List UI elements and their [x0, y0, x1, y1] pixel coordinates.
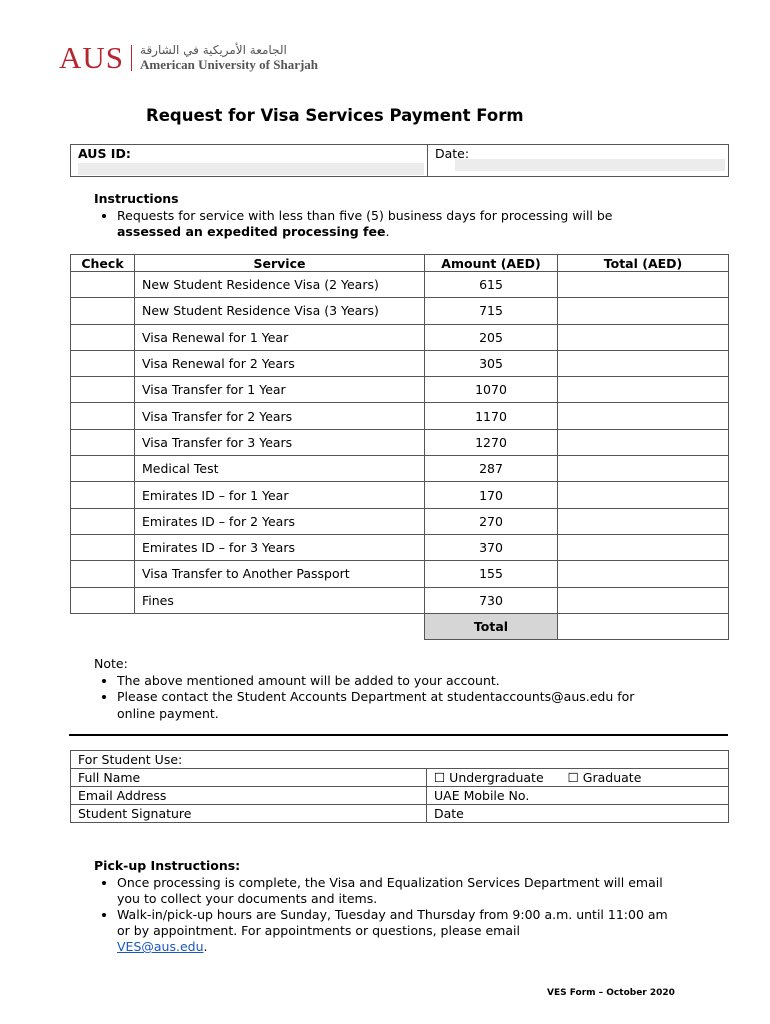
- header-check: Check: [71, 255, 135, 272]
- aus-logo: [59, 42, 318, 73]
- check-cell[interactable]: [71, 561, 135, 587]
- service-cell: Emirates ID – for 1 Year: [135, 482, 425, 508]
- total-cell[interactable]: [558, 561, 729, 587]
- logo-mark: AUS: [59, 40, 125, 75]
- amount-cell: 1270: [425, 429, 558, 455]
- table-row: [71, 456, 729, 482]
- date-label: Date:: [435, 146, 470, 161]
- table-row: [71, 561, 729, 587]
- check-cell[interactable]: [71, 403, 135, 429]
- full-name-field[interactable]: Full Name: [71, 769, 427, 787]
- check-cell[interactable]: [71, 350, 135, 376]
- list-item: • Walk-in/pick-up hours are Sunday, Tuesday and Thursday from 9:00 a.m. until 11:00 am or by appointment. For appointments or questions, please email VES@aus.edu.: [117, 907, 684, 955]
- total-row: [71, 613, 729, 639]
- note-list: [94, 673, 694, 723]
- table-row: [71, 272, 729, 298]
- total-cell[interactable]: [558, 350, 729, 376]
- student-use-heading: For Student Use:: [71, 751, 729, 769]
- check-cell[interactable]: [71, 482, 135, 508]
- student-use-table: [70, 750, 729, 823]
- service-cell: Visa Transfer for 3 Years: [135, 429, 425, 455]
- header-amount: Amount (AED): [425, 255, 558, 272]
- total-cell[interactable]: [558, 298, 729, 324]
- instructions-list: [94, 208, 613, 240]
- signature-field[interactable]: Student Signature: [71, 805, 427, 823]
- list-item: • The above mentioned amount will be added to your account.: [117, 673, 694, 690]
- total-cell[interactable]: [558, 272, 729, 298]
- aus-id-label: AUS ID:: [78, 146, 131, 161]
- logo-arabic: الجامعة الأمريكية في الشارقة: [140, 43, 287, 57]
- list-item: • Please contact the Student Accounts Department at studentaccounts@aus.edu for online payment.: [117, 689, 657, 722]
- service-cell: Medical Test: [135, 456, 425, 482]
- pickup-list: [94, 875, 684, 955]
- total-cell[interactable]: [558, 482, 729, 508]
- page-title: Request for Visa Services Payment Form: [146, 106, 524, 125]
- amount-cell: 715: [425, 298, 558, 324]
- amount-cell: 615: [425, 272, 558, 298]
- table-row: [71, 587, 729, 613]
- service-cell: Visa Transfer for 1 Year: [135, 377, 425, 403]
- program-level: [427, 769, 729, 787]
- list-item: • Once processing is complete, the Visa and Equalization Services Department will email you to collect your documents and items.: [117, 875, 684, 907]
- amount-cell: 170: [425, 482, 558, 508]
- graduate-checkbox[interactable]: ☐ Graduate: [567, 770, 642, 785]
- service-cell: Visa Renewal for 1 Year: [135, 324, 425, 350]
- pickup-section: [94, 858, 684, 955]
- check-cell[interactable]: [71, 587, 135, 613]
- check-cell[interactable]: [71, 324, 135, 350]
- amount-cell: 1070: [425, 377, 558, 403]
- table-row: [71, 324, 729, 350]
- note-section: [94, 656, 694, 722]
- service-cell: New Student Residence Visa (2 Years): [135, 272, 425, 298]
- amount-cell: 730: [425, 587, 558, 613]
- check-cell[interactable]: [71, 508, 135, 534]
- logo-separator: [131, 45, 132, 71]
- mobile-field[interactable]: UAE Mobile No.: [427, 787, 729, 805]
- check-cell[interactable]: [71, 534, 135, 560]
- amount-cell: 370: [425, 534, 558, 560]
- table-row: [71, 534, 729, 560]
- date-field[interactable]: [428, 145, 729, 177]
- service-cell: New Student Residence Visa (3 Years): [135, 298, 425, 324]
- service-cell: Emirates ID – for 3 Years: [135, 534, 425, 560]
- grand-total-cell[interactable]: [558, 613, 729, 639]
- note-heading: Note:: [94, 656, 128, 671]
- total-cell[interactable]: [558, 587, 729, 613]
- amount-cell: 205: [425, 324, 558, 350]
- service-cell: Fines: [135, 587, 425, 613]
- form-footer: VES Form – October 2020: [547, 988, 675, 998]
- services-table: [70, 254, 729, 640]
- table-row: [71, 403, 729, 429]
- service-cell: Visa Transfer for 2 Years: [135, 403, 425, 429]
- table-header-row: [71, 255, 729, 272]
- total-cell[interactable]: [558, 377, 729, 403]
- service-cell: Visa Transfer to Another Passport: [135, 561, 425, 587]
- table-row: [71, 377, 729, 403]
- amount-cell: 270: [425, 508, 558, 534]
- table-row: [71, 482, 729, 508]
- table-row: [71, 508, 729, 534]
- instructions-section: [94, 191, 613, 240]
- total-cell[interactable]: [558, 324, 729, 350]
- aus-id-field[interactable]: [71, 145, 428, 177]
- check-cell[interactable]: [71, 429, 135, 455]
- table-row: [71, 429, 729, 455]
- logo-english: American University of Sharjah: [140, 57, 319, 72]
- header-total: Total (AED): [558, 255, 729, 272]
- total-cell[interactable]: [558, 403, 729, 429]
- service-cell: Emirates ID – for 2 Years: [135, 508, 425, 534]
- divider: [69, 734, 728, 736]
- total-cell[interactable]: [558, 534, 729, 560]
- total-cell[interactable]: [558, 508, 729, 534]
- check-cell[interactable]: [71, 298, 135, 324]
- total-cell[interactable]: [558, 429, 729, 455]
- amount-cell: 287: [425, 456, 558, 482]
- check-cell[interactable]: [71, 456, 135, 482]
- total-label: Total: [425, 613, 558, 639]
- header-service: Service: [135, 255, 425, 272]
- email-field[interactable]: Email Address: [71, 787, 427, 805]
- amount-cell: 155: [425, 561, 558, 587]
- instructions-heading: Instructions: [94, 191, 179, 206]
- logo-text: [140, 43, 318, 72]
- check-cell[interactable]: [71, 272, 135, 298]
- list-item: • Requests for service with less than five (5) business days for processing will be assessed an expedited processing fee.: [117, 208, 613, 240]
- id-date-table: [70, 144, 729, 177]
- amount-cell: 305: [425, 350, 558, 376]
- undergraduate-checkbox[interactable]: ☐ Undergraduate: [434, 770, 544, 785]
- pickup-heading: Pick-up Instructions:: [94, 858, 241, 873]
- amount-cell: 1170: [425, 403, 558, 429]
- ves-email-link[interactable]: VES@aus.edu: [117, 939, 204, 954]
- service-cell: Visa Renewal for 2 Years: [135, 350, 425, 376]
- table-row: [71, 298, 729, 324]
- total-cell[interactable]: [558, 456, 729, 482]
- table-row: [71, 350, 729, 376]
- check-cell[interactable]: [71, 377, 135, 403]
- student-date-field[interactable]: Date: [427, 805, 729, 823]
